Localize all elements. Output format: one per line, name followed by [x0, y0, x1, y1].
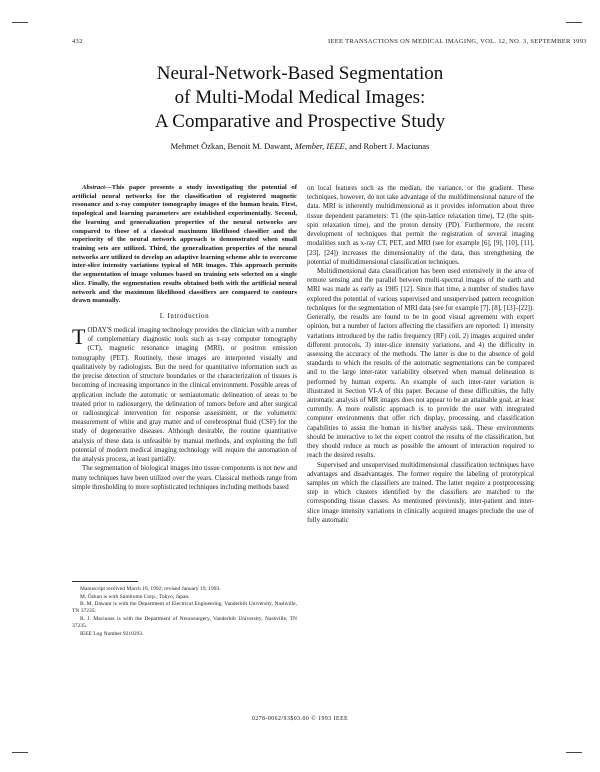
right-paragraph-3: Supervised and unsupervised multidimensional classification techniques have advantages and disadvantages. The former require the labeling of prototypical samples on which the classifiers are trained. The latter require a postprocessing step in which clusters identified by the classifiers are matched to the corresponding tissue classes. As mentioned previously, inter-patient and inter-slice image intensity variations in clinically acquired images preclude the use of fully automatic: [307, 461, 534, 524]
author-last: and Robert J. Maciunas: [349, 141, 430, 151]
paper-title-line-1: Neural-Network-Based Segmentation: [156, 63, 444, 84]
author-affiliation: Member, IEEE,: [294, 141, 347, 151]
abstract-text: This paper presents a study investigating the potential of artificial neural networks for the classification of registered magnetic resonance and x-ray computer tomography images of the human brain. First, topological and learning parameters are established experimentally. Second, the learning and generalization properties of the neural networks are compared to those of a classical maximum likelihood classifier and the superiority of the neural network approach is demonstrated when small training sets are utilized. Third, the generalization properties of the neural networks are utilized to develop an adaptive learning scheme able to overcome inter-slice intensity variations typical of MR images. This approach permits the segmentation of image volumes based on training sets selected on a single slice. Finally, the segmentation results obtained both with the artificial neural network and the maximum likelihood classifiers are compared to contours drawn manually.: [72, 184, 297, 305]
footnote-rule: [72, 581, 138, 582]
journal-header: IEEE TRANSACTIONS ON MEDICAL IMAGING, VOL. 12, NO. 3, SEPTEMBER 1993: [328, 38, 587, 45]
footnote: M. Özkan is with Sumitomo Corp., Tokyo, Japan.: [80, 593, 190, 600]
crop-mark-top-left: [12, 6, 28, 23]
intro-paragraph-2: The segmentation of biological images into tissue components is not new and many techniques have been utilized over the years. Classical methods range from simple thresholding to more sophisticated techniques including methods based: [72, 465, 297, 491]
author-line: [0, 141, 600, 151]
intro-paragraph-1-text: medical imaging technology provides the clinician with a number of complementary diagnostic tools such as x-ray computer tomography (CT), magnetic resonance imaging (MRI), or positron emission tomography (PET). Routinely, these images are interpreted visually and qualitatively by radiologists. But the need for quantitative information such as the precise detection of structure boundaries or the characterization of tissues is becoming of increasing importance in the clinical environment. Possible areas of application include the automatic or semiautomatic delineation of areas to be treated prior to radiosurgery, the delineation of tumors before and after surgical or radiosurgical intervention for response assessment, or the volumetric measurement of white and gray matter and of cerebrospinal fluid (CSF) for the study of degenerative diseases. Although desirable, the routine quantitative analysis of these data is unfeasible by manual methods, and exploiting the full potential of modern medical imaging technology will require the automation of the analysis process, at least partially.: [72, 327, 297, 464]
footnote: Manuscript received March 16, 1992; revised January 19, 1993.: [80, 586, 221, 592]
footnotes: [72, 586, 297, 639]
footnote: R. J. Maciunas is with the Department of Neurosurgery, Vanderbilt University, Nashville, TN 37235.: [72, 616, 297, 630]
abstract-lead: Abstract—: [82, 184, 112, 191]
right-paragraph-1: on local features such as the median, the variance, or the gradient. These techniques, however, do not take advantage of the multidimensional nature of the data. MRI is inherently multidimensional as it provides information about three tissue dependent parameters: T1 (the spin-lattice relaxation time), T2 (the spin-spin relaxation time), and the proton density (PD). Furthermore, the recent development of techniques that permit the registration of several imaging modalities such as x-ray CT, PET, and MRI (see for example [6], [9], [10], [11], [23], [24]) increases the dimensionality of the data, thus strengthening the potential of multidimensional classification techniques.: [307, 185, 534, 266]
crop-mark-bottom-right: [566, 752, 582, 769]
footnote: B. M. Dawant is with the Department of Electrical Engineering, Vanderbilt University, Nashville, TN 37235.: [72, 601, 297, 615]
copyright-line: 0278-0062/93$03.00 © 1993 IEEE: [251, 716, 349, 722]
section-heading: I. Introduction: [159, 312, 210, 320]
page-number: 432: [72, 38, 83, 45]
right-column: [307, 184, 534, 525]
crop-mark-bottom-left: [12, 752, 28, 769]
crop-mark-top-right: [566, 6, 582, 23]
footnote: IEEE Log Number 9210293.: [80, 630, 144, 637]
abstract: [72, 184, 297, 306]
intro-paragraph-1: [72, 326, 297, 464]
paper-title-line-3: A Comparative and Prospective Study: [154, 111, 446, 132]
paper-title-line-2: of Multi-Modal Medical Images:: [174, 87, 426, 108]
intro-first-word: ODAY'S: [87, 327, 112, 334]
right-paragraph-2: Multidimensional data classification has been used extensively in the area of remote sensing and the parallel between multi-spectral images of the earth and MRI was made as early as 1985 [12]. Since that time, a number of studies have explored the potential of various supervised and unsupervised pattern recognition techniques for the segmentation of MRI data (see for example [7], [8], [13]–[22]). Generally, the results are found to be in good visual agreement with expert opinion, but a number of factors affecting the classifiers are reported: 1) intensity variations introduced by the radio frequency (RF) coil, 2) images acquired under different protocols, 3) inter-slice intensity variations, and 4) the difficulty in assessing the accuracy of the methods. The latter is due to the absence of gold standards to which the results of the automatic segmentations can be compared and to the large inter-rater variability observed when manual delineation is performed by human experts. An example of such inter-rater variation is illustrated in Section VI-A of this paper. Because of these difficulties, the fully automatic analysis of MR images does not appear to be an attainable goal, at least currently. A more realistic approach is to provide the user with integrated computer environments that offer rich display, processing, and classification capabilities to assist the human in his/her analysis task. These environments should be interactive to let the expert control the results of the classification, but they should reduce as much as possible the amount of interaction required to reach the desired results.: [307, 267, 534, 460]
introduction-body: [72, 326, 297, 492]
author-names: Mehmet Özkan, Benoit M. Dawant,: [170, 141, 293, 151]
drop-cap: T: [72, 324, 86, 349]
